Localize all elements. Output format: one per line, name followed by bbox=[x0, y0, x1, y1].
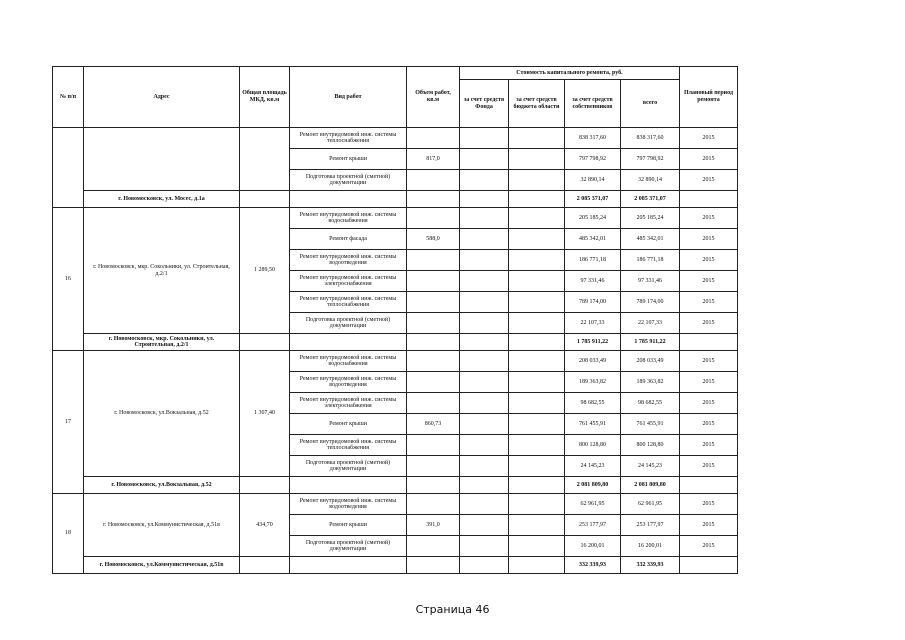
repair-cost-table bbox=[52, 66, 738, 574]
total-cost-cell: 186 771,18 bbox=[621, 250, 680, 271]
table-row bbox=[53, 494, 738, 515]
work-type-cell: Подготовка проектной (сметной) документации bbox=[290, 536, 407, 557]
volume-cell bbox=[407, 435, 460, 456]
region-budget-cell bbox=[509, 351, 565, 372]
period-cell: 2015 bbox=[680, 128, 738, 149]
volume-cell bbox=[407, 456, 460, 477]
fund-cell bbox=[460, 435, 509, 456]
region-budget-cell bbox=[509, 170, 565, 191]
fund-cell bbox=[460, 351, 509, 372]
address-cell bbox=[84, 128, 240, 191]
volume-cell bbox=[407, 170, 460, 191]
owners-cost-cell: 97 331,46 bbox=[565, 271, 621, 292]
total-row bbox=[53, 557, 738, 574]
total-area-cell bbox=[240, 557, 290, 574]
total-volume-cell bbox=[407, 191, 460, 208]
total-row bbox=[53, 477, 738, 494]
period-cell: 2015 bbox=[680, 250, 738, 271]
work-type-cell: Ремонт внутридомовой инж. системы электроснабжения bbox=[290, 271, 407, 292]
region-budget-cell bbox=[509, 435, 565, 456]
owners-cost-cell: 32 890,14 bbox=[565, 170, 621, 191]
volume-cell bbox=[407, 351, 460, 372]
volume-cell: 817,0 bbox=[407, 149, 460, 170]
table-row bbox=[53, 208, 738, 229]
header-address: Адрес bbox=[84, 67, 240, 128]
total-region-cell bbox=[509, 557, 565, 574]
total-region-cell bbox=[509, 477, 565, 494]
work-type-cell: Ремонт внутридомовой инж. системы водоотведения bbox=[290, 250, 407, 271]
total-cost-cell: 485 342,01 bbox=[621, 229, 680, 250]
owners-cost-cell: 62 961,95 bbox=[565, 494, 621, 515]
volume-cell bbox=[407, 271, 460, 292]
work-type-cell: Ремонт внутридомовой инж. системы теплоснабжения bbox=[290, 435, 407, 456]
total-period-cell bbox=[680, 334, 738, 351]
region-budget-cell bbox=[509, 292, 565, 313]
total-owners-cell: 1 785 911,22 bbox=[565, 334, 621, 351]
work-type-cell: Подготовка проектной (сметной) документации bbox=[290, 313, 407, 334]
owners-cost-cell: 24 145,23 bbox=[565, 456, 621, 477]
header-volume: Объем работ, кв.м bbox=[407, 67, 460, 128]
fund-cell bbox=[460, 313, 509, 334]
header-area: Общая площадь МКД, кв.м bbox=[240, 67, 290, 128]
area-cell: 1 289,50 bbox=[240, 208, 290, 334]
row-number: 16 bbox=[53, 208, 84, 351]
total-period-cell bbox=[680, 557, 738, 574]
total-cost-cell: 24 145,23 bbox=[621, 456, 680, 477]
fund-cell bbox=[460, 271, 509, 292]
area-cell: 434,70 bbox=[240, 494, 290, 557]
period-cell: 2015 bbox=[680, 536, 738, 557]
work-type-cell: Ремонт крыши bbox=[290, 149, 407, 170]
fund-cell bbox=[460, 372, 509, 393]
work-type-cell: Подготовка проектной (сметной) документации bbox=[290, 170, 407, 191]
total-cost-cell: 253 177,97 bbox=[621, 515, 680, 536]
work-type-cell: Подготовка проектной (сметной) документации bbox=[290, 456, 407, 477]
fund-cell bbox=[460, 536, 509, 557]
total-cost-cell: 97 331,46 bbox=[621, 271, 680, 292]
total-cost-cell: 32 890,14 bbox=[621, 170, 680, 191]
header-fund: за счет средств Фонда bbox=[460, 80, 509, 128]
header-owners: за счет средств собственников bbox=[565, 80, 621, 128]
total-owners-cell: 2 081 809,80 bbox=[565, 477, 621, 494]
owners-cost-cell: 22 107,33 bbox=[565, 313, 621, 334]
owners-cost-cell: 761 455,91 bbox=[565, 414, 621, 435]
total-volume-cell bbox=[407, 334, 460, 351]
total-volume-cell bbox=[407, 477, 460, 494]
owners-cost-cell: 789 174,00 bbox=[565, 292, 621, 313]
owners-cost-cell: 800 128,80 bbox=[565, 435, 621, 456]
region-budget-cell bbox=[509, 456, 565, 477]
volume-cell: 391,0 bbox=[407, 515, 460, 536]
work-type-cell: Ремонт крыши bbox=[290, 414, 407, 435]
owners-cost-cell: 16 200,01 bbox=[565, 536, 621, 557]
period-cell: 2015 bbox=[680, 456, 738, 477]
work-type-cell: Ремонт внутридомовой инж. системы электроснабжения bbox=[290, 393, 407, 414]
total-address-label: г. Новомосковск, мкр. Сокольники, ул. Строительная, д.2/1 bbox=[84, 334, 240, 351]
period-cell: 2015 bbox=[680, 435, 738, 456]
total-cost-cell: 208 033,49 bbox=[621, 351, 680, 372]
volume-cell bbox=[407, 494, 460, 515]
total-area-cell bbox=[240, 477, 290, 494]
work-type-cell: Ремонт крыши bbox=[290, 515, 407, 536]
period-cell: 2015 bbox=[680, 494, 738, 515]
header-region-budget: за счет средств бюджета области bbox=[509, 80, 565, 128]
volume-cell: 588,0 bbox=[407, 229, 460, 250]
header-period: Плановый период ремонта bbox=[680, 67, 738, 128]
total-sum-cell: 2 081 809,80 bbox=[621, 477, 680, 494]
fund-cell bbox=[460, 250, 509, 271]
region-budget-cell bbox=[509, 372, 565, 393]
owners-cost-cell: 838 317,60 bbox=[565, 128, 621, 149]
owners-cost-cell: 208 033,49 bbox=[565, 351, 621, 372]
fund-cell bbox=[460, 170, 509, 191]
region-budget-cell bbox=[509, 515, 565, 536]
region-budget-cell bbox=[509, 229, 565, 250]
period-cell: 2015 bbox=[680, 149, 738, 170]
work-type-cell: Ремонт внутридомовой инж. системы водоснабжения bbox=[290, 351, 407, 372]
total-cost-cell: 838 317,60 bbox=[621, 128, 680, 149]
period-cell: 2015 bbox=[680, 393, 738, 414]
address-cell: г. Новомосковск, мкр. Сокольники, ул. Строительная, д.2/1 bbox=[84, 208, 240, 334]
owners-cost-cell: 98 682,55 bbox=[565, 393, 621, 414]
period-cell: 2015 bbox=[680, 229, 738, 250]
fund-cell bbox=[460, 393, 509, 414]
total-owners-cell: 332 339,93 bbox=[565, 557, 621, 574]
region-budget-cell bbox=[509, 494, 565, 515]
total-address-label: г. Новомосковск, ул.Вокзальная, д.52 bbox=[84, 477, 240, 494]
table-row bbox=[53, 128, 738, 149]
volume-cell bbox=[407, 292, 460, 313]
total-cost-cell: 16 200,01 bbox=[621, 536, 680, 557]
row-number: 18 bbox=[53, 494, 84, 574]
region-budget-cell bbox=[509, 271, 565, 292]
total-sum-cell: 2 085 371,07 bbox=[621, 191, 680, 208]
fund-cell bbox=[460, 292, 509, 313]
region-budget-cell bbox=[509, 313, 565, 334]
total-cost-cell: 62 961,95 bbox=[621, 494, 680, 515]
header-total: всего bbox=[621, 80, 680, 128]
page-number: Страница 46 bbox=[415, 603, 490, 616]
header-cost-group: Стоимость капитального ремонта, руб. bbox=[460, 67, 680, 80]
fund-cell bbox=[460, 208, 509, 229]
row-number bbox=[53, 128, 84, 208]
header-row-1 bbox=[53, 67, 738, 80]
volume-cell bbox=[407, 393, 460, 414]
address-cell: г. Новомосковск, ул.Коммунистическая, д.51в bbox=[84, 494, 240, 557]
owners-cost-cell: 797 798,92 bbox=[565, 149, 621, 170]
total-sum-cell: 1 785 911,22 bbox=[621, 334, 680, 351]
volume-cell bbox=[407, 313, 460, 334]
region-budget-cell bbox=[509, 149, 565, 170]
total-row bbox=[53, 334, 738, 351]
total-period-cell bbox=[680, 191, 738, 208]
owners-cost-cell: 253 177,97 bbox=[565, 515, 621, 536]
period-cell: 2015 bbox=[680, 351, 738, 372]
total-cost-cell: 789 174,00 bbox=[621, 292, 680, 313]
total-fund-cell bbox=[460, 477, 509, 494]
total-fund-cell bbox=[460, 191, 509, 208]
total-region-cell bbox=[509, 191, 565, 208]
header-work-type: Вид работ bbox=[290, 67, 407, 128]
region-budget-cell bbox=[509, 393, 565, 414]
volume-cell: 860,73 bbox=[407, 414, 460, 435]
fund-cell bbox=[460, 494, 509, 515]
total-work-cell bbox=[290, 557, 407, 574]
total-area-cell bbox=[240, 191, 290, 208]
total-cost-cell: 800 128,80 bbox=[621, 435, 680, 456]
region-budget-cell bbox=[509, 208, 565, 229]
total-region-cell bbox=[509, 334, 565, 351]
work-type-cell: Ремонт внутридомовой инж. системы водоотведения bbox=[290, 494, 407, 515]
total-row bbox=[53, 191, 738, 208]
work-type-cell: Ремонт фасада bbox=[290, 229, 407, 250]
volume-cell bbox=[407, 372, 460, 393]
total-work-cell bbox=[290, 477, 407, 494]
fund-cell bbox=[460, 128, 509, 149]
total-sum-cell: 332 339,93 bbox=[621, 557, 680, 574]
period-cell: 2015 bbox=[680, 414, 738, 435]
volume-cell bbox=[407, 208, 460, 229]
region-budget-cell bbox=[509, 250, 565, 271]
region-budget-cell bbox=[509, 536, 565, 557]
period-cell: 2015 bbox=[680, 372, 738, 393]
address-cell: г. Новомосковск, ул.Вокзальная, д.52 bbox=[84, 351, 240, 477]
header-num: № п/п bbox=[53, 67, 84, 128]
owners-cost-cell: 485 342,01 bbox=[565, 229, 621, 250]
total-cost-cell: 205 185,24 bbox=[621, 208, 680, 229]
total-area-cell bbox=[240, 334, 290, 351]
total-address-label: г. Новомосковск, ул. Мосес, д.1а bbox=[84, 191, 240, 208]
period-cell: 2015 bbox=[680, 208, 738, 229]
total-cost-cell: 761 455,91 bbox=[621, 414, 680, 435]
period-cell: 2015 bbox=[680, 313, 738, 334]
area-cell bbox=[240, 128, 290, 191]
period-cell: 2015 bbox=[680, 271, 738, 292]
work-type-cell: Ремонт внутридомовой инж. системы водоснабжения bbox=[290, 208, 407, 229]
total-work-cell bbox=[290, 334, 407, 351]
total-cost-cell: 797 798,92 bbox=[621, 149, 680, 170]
owners-cost-cell: 189 363,82 bbox=[565, 372, 621, 393]
fund-cell bbox=[460, 414, 509, 435]
volume-cell bbox=[407, 250, 460, 271]
work-type-cell: Ремонт внутридомовой инж. системы теплоснабжения bbox=[290, 128, 407, 149]
period-cell: 2015 bbox=[680, 292, 738, 313]
fund-cell bbox=[460, 515, 509, 536]
total-fund-cell bbox=[460, 334, 509, 351]
total-owners-cell: 2 085 371,07 bbox=[565, 191, 621, 208]
owners-cost-cell: 186 771,18 bbox=[565, 250, 621, 271]
work-type-cell: Ремонт внутридомовой инж. системы теплоснабжения bbox=[290, 292, 407, 313]
region-budget-cell bbox=[509, 128, 565, 149]
row-number: 17 bbox=[53, 351, 84, 494]
total-cost-cell: 189 363,82 bbox=[621, 372, 680, 393]
total-fund-cell bbox=[460, 557, 509, 574]
total-address-label: г. Новомосковск, ул.Коммунистическая, д.51в bbox=[84, 557, 240, 574]
period-cell: 2015 bbox=[680, 515, 738, 536]
area-cell: 1 307,40 bbox=[240, 351, 290, 477]
total-cost-cell: 22 107,33 bbox=[621, 313, 680, 334]
work-type-cell: Ремонт внутридомовой инж. системы водоотведения bbox=[290, 372, 407, 393]
region-budget-cell bbox=[509, 414, 565, 435]
fund-cell bbox=[460, 456, 509, 477]
fund-cell bbox=[460, 149, 509, 170]
volume-cell bbox=[407, 128, 460, 149]
total-work-cell bbox=[290, 191, 407, 208]
period-cell: 2015 bbox=[680, 170, 738, 191]
volume-cell bbox=[407, 536, 460, 557]
total-period-cell bbox=[680, 477, 738, 494]
total-volume-cell bbox=[407, 557, 460, 574]
fund-cell bbox=[460, 229, 509, 250]
table-row bbox=[53, 351, 738, 372]
owners-cost-cell: 205 185,24 bbox=[565, 208, 621, 229]
total-cost-cell: 98 682,55 bbox=[621, 393, 680, 414]
table-body bbox=[53, 67, 738, 574]
